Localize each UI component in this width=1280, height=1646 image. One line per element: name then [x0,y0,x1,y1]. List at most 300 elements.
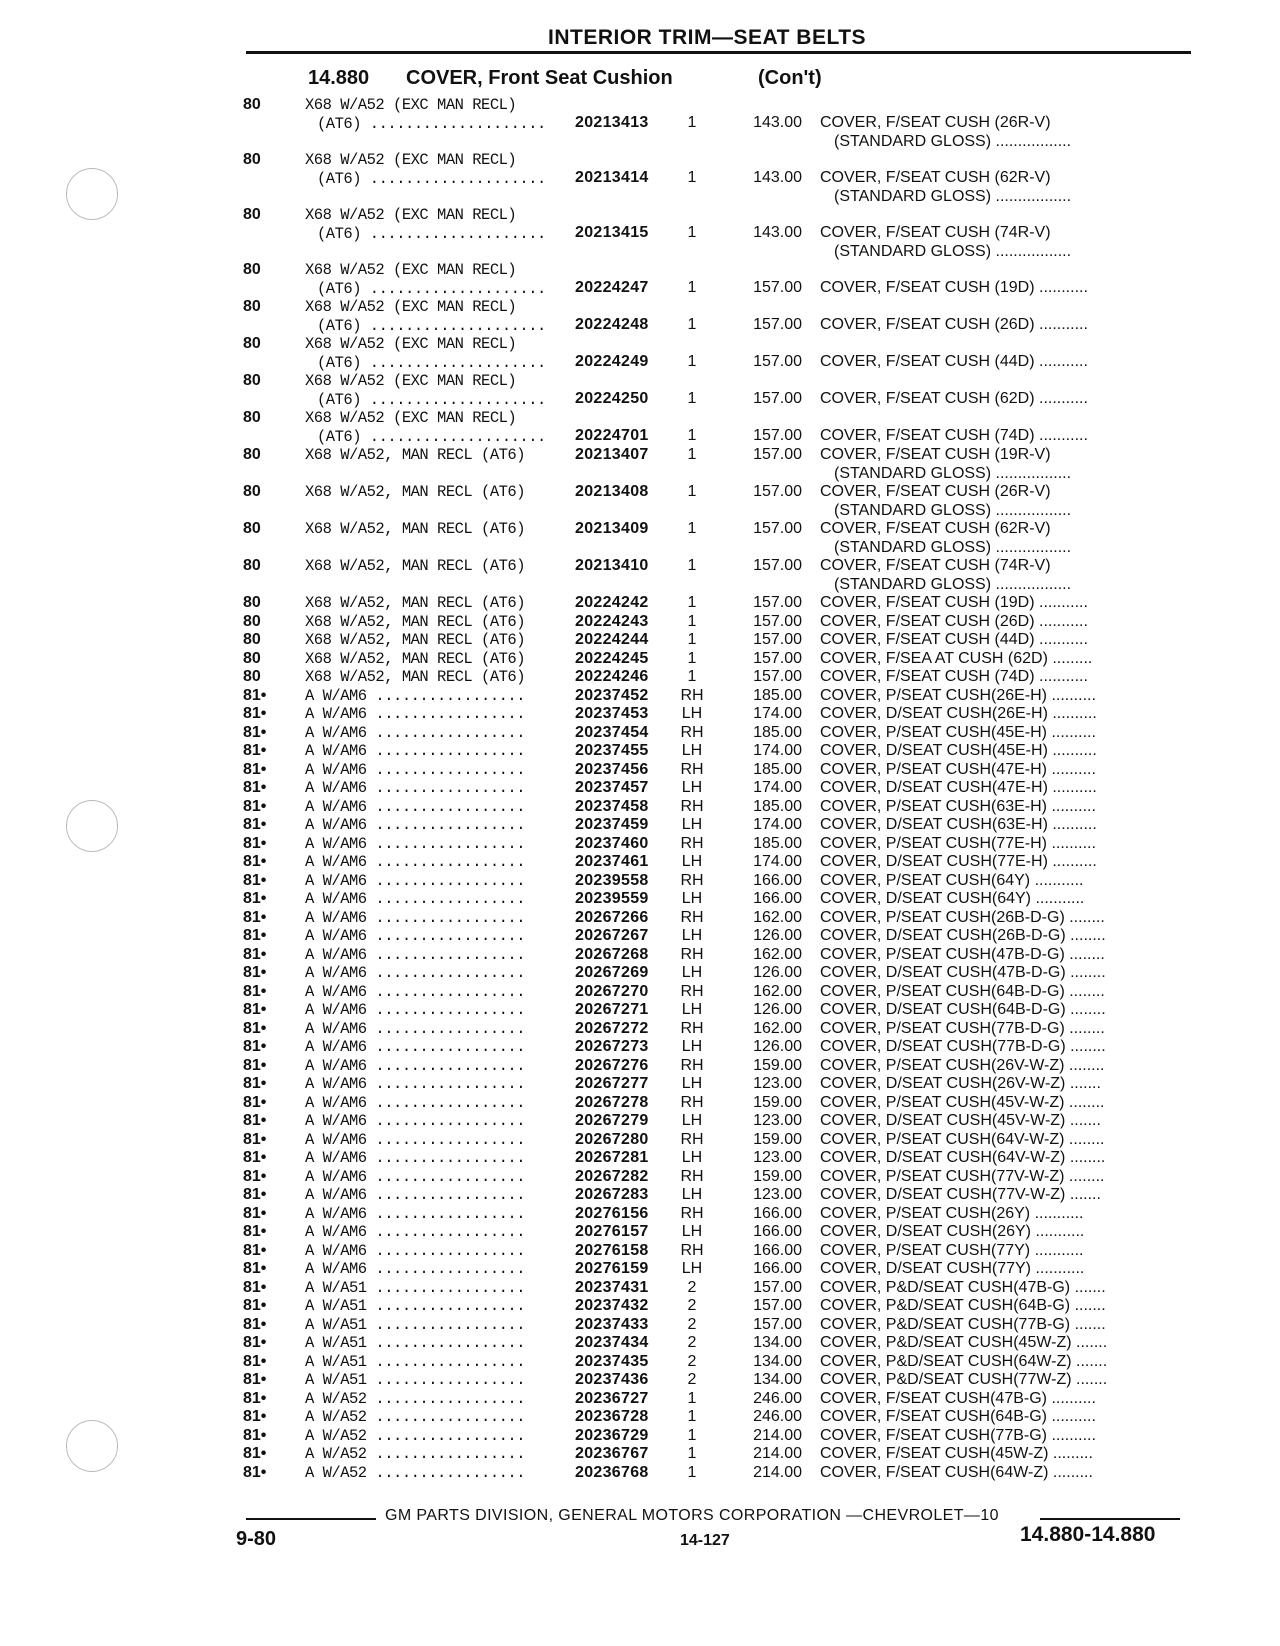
table-row [0,927,1280,946]
price: 123.00 [753,1112,802,1129]
quantity: 2 [687,1371,697,1388]
usage-line: A W/AM6 ................. [305,797,526,816]
key-number: 81• [243,1186,267,1203]
part-name [820,353,1190,372]
key-number: 81• [243,834,267,852]
part-name [820,650,1190,669]
usage-line: A W/AM6 ................. [305,871,526,890]
quantity: LH [681,816,703,833]
usage-line: A W/AM6 ................. [305,1056,526,1075]
price: 159.00 [753,1056,802,1074]
part-name-line: COVER, P/SEAT CUSH(64V-W-Z) ........ [820,1130,1105,1148]
usage-line: X68 W/A52 (EXC MAN RECL) [305,96,517,114]
usage-description [305,742,575,761]
footer-organization: GM PARTS DIVISION, GENERAL MOTORS CORPORATION —CHEVROLET—10 [385,1507,999,1524]
part-number: 20267267 [575,927,649,944]
table-row [0,557,1280,594]
table-row [0,520,1280,557]
quantity: LH [681,927,703,944]
price: 159.00 [753,1130,802,1148]
part-name-line: COVER, P/SEAT CUSH(47E-H) .......... [820,760,1096,778]
usage-description [305,1445,575,1464]
table-row [0,650,1280,669]
key-number: 81• [243,1149,267,1166]
part-name [820,761,1190,780]
part-name-line-continued: (STANDARD GLOSS) ................. [834,464,1072,482]
key-number: 81• [243,1204,267,1222]
part-number: 20224243 [575,612,649,630]
part-name [820,835,1190,854]
quantity: LH [681,853,703,870]
quantity: 1 [687,594,697,611]
part-name [820,1149,1190,1168]
table-row [0,1408,1280,1427]
part-name [820,1445,1190,1464]
usage-description [305,1205,575,1224]
part-name-line: COVER, D/SEAT CUSH(26B-D-G) ........ [820,927,1106,944]
table-row [0,1205,1280,1224]
usage-description [305,835,575,854]
part-name [820,1334,1190,1353]
quantity: RH [680,1056,704,1074]
usage-line: A W/AM6 ................. [305,742,526,760]
price: 162.00 [753,945,802,963]
key-number: 81• [243,1019,267,1037]
table-row [0,372,1280,409]
table-row [0,761,1280,780]
usage-description [305,96,575,133]
usage-line: X68 W/A52, MAN RECL (AT6) [305,649,526,668]
part-number: 20267279 [575,1112,649,1129]
part-name-line: COVER, F/SEAT CUSH (74D) ........... [820,668,1088,685]
part-name [820,114,1190,151]
usage-line-continued: (AT6) .................... [317,279,546,298]
part-name [820,890,1190,909]
part-name-line: COVER, P&D/SEAT CUSH(45W-Z) ....... [820,1334,1108,1351]
part-name-line: COVER, F/SEAT CUSH (19R-V) [820,446,1051,463]
usage-line: A W/AM6 ................. [305,1186,526,1204]
usage-line-continued: (AT6) .................... [317,390,546,409]
part-number: 20267276 [575,1056,649,1074]
usage-line: A W/A52 ................. [305,1463,526,1482]
price: 123.00 [753,1186,802,1203]
usage-line: X68 W/A52 (EXC MAN RECL) [305,151,517,169]
part-name-line-continued: (STANDARD GLOSS) ................. [834,242,1072,260]
part-number: 20224245 [575,649,649,667]
sub-page-number: 14-127 [680,1532,730,1549]
part-name-line: COVER, F/SEAT CUSH(77B-G) .......... [820,1426,1096,1444]
usage-line: A W/AM6 ................. [305,1075,526,1093]
part-name-line: COVER, P&D/SEAT CUSH(77W-Z) ....... [820,1371,1108,1388]
part-name-line: COVER, P&D/SEAT CUSH(77B-G) ....... [820,1315,1106,1333]
part-name-line: COVER, P&D/SEAT CUSH(64B-G) ....... [820,1297,1106,1314]
table-row [0,779,1280,798]
part-name [820,316,1190,335]
price: 134.00 [753,1352,802,1370]
usage-description [305,1279,575,1298]
usage-description [305,872,575,891]
usage-description [305,1149,575,1168]
price: 159.00 [753,1167,802,1185]
price: 143.00 [753,114,802,131]
usage-description [305,1334,575,1353]
price: 157.00 [753,316,802,333]
part-number: 20237459 [575,816,649,833]
key-number: 81• [243,945,267,963]
table-row [0,483,1280,520]
price: 214.00 [753,1445,802,1462]
price: 162.00 [753,1019,802,1037]
key-number: 80 [243,668,261,685]
part-number: 20237435 [575,1352,649,1370]
part-name-line: COVER, D/SEAT CUSH(77E-H) .......... [820,853,1097,870]
part-name [820,169,1190,206]
part-name [820,927,1190,946]
price: 157.00 [753,668,802,685]
usage-description [305,594,575,613]
usage-line: A W/A51 ................. [305,1315,526,1334]
table-row [0,964,1280,983]
part-number: 20237433 [575,1315,649,1333]
part-name-line: COVER, F/SEAT CUSH (26D) ........... [820,316,1088,333]
usage-description [305,1075,575,1094]
table-row [0,1464,1280,1483]
usage-description [305,1168,575,1187]
usage-description [305,853,575,872]
table-row [0,298,1280,335]
part-number: 20224249 [575,353,649,370]
table-row [0,1057,1280,1076]
price: 157.00 [753,279,802,296]
part-number: 20267271 [575,1001,649,1018]
part-number: 20213408 [575,483,649,500]
quantity: LH [681,1001,703,1018]
usage-description [305,724,575,743]
quantity: RH [680,945,704,963]
price: 157.00 [753,631,802,648]
key-number: 81• [243,890,267,907]
price: 185.00 [753,834,802,852]
section-heading [308,67,822,90]
usage-description [305,1464,575,1483]
usage-line: A W/AM6 ................. [305,945,526,964]
table-row [0,983,1280,1002]
key-number: 81• [243,705,267,722]
usage-line: A W/AM6 ................. [305,779,526,797]
key-number: 81• [243,1463,267,1481]
part-number: 20239559 [575,890,649,907]
part-name-line: COVER, P/SEAT CUSH(26E-H) .......... [820,686,1096,704]
usage-description [305,687,575,706]
part-number: 20267269 [575,964,649,981]
part-number: 20267280 [575,1130,649,1148]
usage-description [305,206,575,243]
key-number: 81• [243,1093,267,1111]
part-name-line: COVER, F/SEAT CUSH (74D) ........... [820,427,1088,444]
table-row [0,594,1280,613]
key-number: 81• [243,1223,267,1240]
part-number: 20276159 [575,1260,649,1277]
part-name-line: COVER, P/SEAT CUSH(64Y) ........... [820,871,1084,889]
footer-rule [246,1518,376,1520]
part-number: 20267266 [575,908,649,926]
part-name [820,1297,1190,1316]
section-name: COVER, Front Seat Cushion [406,67,673,89]
key-number: 81• [243,1241,267,1259]
quantity: RH [680,797,704,815]
table-row [0,1038,1280,1057]
key-number: 80 [243,372,261,389]
part-number: 20237453 [575,705,649,722]
usage-description [305,705,575,724]
part-name-line: COVER, F/SEAT CUSH (62D) ........... [820,390,1088,407]
part-name [820,1131,1190,1150]
usage-line: A W/AM6 ................. [305,1130,526,1149]
quantity: 1 [687,427,697,444]
part-number: 20237452 [575,686,649,704]
price: 126.00 [753,1001,802,1018]
part-name [820,1279,1190,1298]
usage-line: X68 W/A52, MAN RECL (AT6) [305,594,526,612]
part-number: 20267283 [575,1186,649,1203]
part-name [820,798,1190,817]
table-row [0,742,1280,761]
usage-description [305,779,575,798]
key-number: 80 [243,649,261,667]
usage-line: A W/AM6 ................. [305,1260,526,1278]
part-number: 20237460 [575,834,649,852]
parts-table [0,96,1280,1482]
quantity: LH [681,964,703,981]
price: 157.00 [753,520,802,537]
quantity: 1 [687,353,697,370]
quantity: 2 [687,1334,697,1351]
key-number: 81• [243,1038,267,1055]
part-name [820,1408,1190,1427]
part-name-line: COVER, D/SEAT CUSH(26E-H) .......... [820,705,1097,722]
table-row [0,613,1280,632]
part-name-line: COVER, P/SEAT CUSH(26V-W-Z) ........ [820,1056,1105,1074]
part-number: 20267281 [575,1149,649,1166]
usage-description [305,1057,575,1076]
price: 166.00 [753,1260,802,1277]
price: 174.00 [753,705,802,722]
price: 123.00 [753,1075,802,1092]
usage-description [305,1408,575,1427]
part-name [820,1260,1190,1279]
part-name [820,1075,1190,1094]
key-number: 81• [243,1408,267,1425]
key-number: 81• [243,1371,267,1388]
usage-line-continued: (AT6) .................... [317,427,546,446]
part-name [820,909,1190,928]
table-row [0,872,1280,891]
key-number: 81• [243,1297,267,1314]
quantity: 1 [687,1426,697,1444]
key-number: 81• [243,1352,267,1370]
price: 185.00 [753,797,802,815]
usage-line: X68 W/A52 (EXC MAN RECL) [305,298,517,316]
section-number: 14.880 [308,67,370,89]
usage-line: A W/A51 ................. [305,1278,526,1297]
usage-line: A W/AM6 ................. [305,1093,526,1112]
price: 162.00 [753,908,802,926]
usage-line: A W/AM6 ................. [305,686,526,705]
price: 134.00 [753,1334,802,1351]
quantity: 1 [687,446,697,463]
quantity: RH [680,871,704,889]
part-number: 20237456 [575,760,649,778]
part-number: 20237454 [575,723,649,741]
part-name [820,724,1190,743]
price: 174.00 [753,779,802,796]
usage-description [305,631,575,650]
key-number: 80 [243,446,261,463]
table-row [0,1131,1280,1150]
usage-description [305,650,575,669]
part-name-line: COVER, P/SEAT CUSH(77V-W-Z) ........ [820,1167,1105,1185]
part-number: 20224242 [575,594,649,611]
part-number: 20237458 [575,797,649,815]
price: 159.00 [753,1093,802,1111]
part-name-line: COVER, F/SEAT CUSH (26R-V) [820,483,1051,500]
quantity: LH [681,705,703,722]
part-name-line: COVER, D/SEAT CUSH(63E-H) .......... [820,816,1097,833]
part-name [820,279,1190,298]
key-number: 81• [243,871,267,889]
usage-line: A W/AM6 ................. [305,1001,526,1019]
key-number: 80 [243,206,261,223]
part-number: 20237457 [575,779,649,796]
price: 157.00 [753,446,802,463]
part-number: 20239558 [575,871,649,889]
usage-line: A W/AM6 ................. [305,853,526,871]
part-number: 20213414 [575,169,649,186]
quantity: 1 [687,631,697,648]
price: 126.00 [753,927,802,944]
key-number: 81• [243,1001,267,1018]
key-number: 81• [243,1315,267,1333]
table-row [0,1094,1280,1113]
table-row [0,1075,1280,1094]
part-number: 20213415 [575,224,649,241]
key-number: 80 [243,557,261,574]
table-row [0,946,1280,965]
usage-description [305,909,575,928]
part-name-line: COVER, P/SEAT CUSH(63E-H) .......... [820,797,1096,815]
table-row [0,1279,1280,1298]
part-name [820,853,1190,872]
part-name [820,1168,1190,1187]
part-name-line-continued: (STANDARD GLOSS) ................. [834,501,1072,519]
price: 157.00 [753,1297,802,1314]
price: 246.00 [753,1408,802,1425]
part-name [820,742,1190,761]
table-row [0,853,1280,872]
part-name-line: COVER, F/SEAT CUSH(47B-G) .......... [820,1389,1096,1407]
table-row [0,335,1280,372]
part-name [820,1371,1190,1390]
part-name-line-continued: (STANDARD GLOSS) ................. [834,187,1072,205]
usage-description [305,557,575,576]
part-name-line: COVER, D/SEAT CUSH(77Y) ........... [820,1260,1085,1277]
part-name [820,983,1190,1002]
usage-description [305,1094,575,1113]
key-number: 81• [243,908,267,926]
page-number: 9-80 [236,1528,277,1550]
part-name [820,1186,1190,1205]
key-number: 81• [243,816,267,833]
part-name [820,1205,1190,1224]
usage-line: X68 W/A52 (EXC MAN RECL) [305,409,517,427]
usage-line: X68 W/A52 (EXC MAN RECL) [305,206,517,224]
part-name-line: COVER, F/SEAT CUSH (26R-V) [820,114,1051,131]
price: 157.00 [753,612,802,630]
part-name [820,1427,1190,1446]
table-row [0,631,1280,650]
table-row [0,798,1280,817]
usage-line-continued: (AT6) .................... [317,114,546,133]
key-number: 81• [243,1334,267,1351]
usage-description [305,1371,575,1390]
key-number: 81• [243,1445,267,1462]
part-number: 20267273 [575,1038,649,1055]
usage-description [305,964,575,983]
usage-line: X68 W/A52, MAN RECL (AT6) [305,668,526,686]
usage-description [305,983,575,1002]
part-name [820,1464,1190,1483]
quantity: RH [680,1130,704,1148]
part-name-line: COVER, D/SEAT CUSH(64B-D-G) ........ [820,1001,1106,1018]
price: 134.00 [753,1371,802,1388]
key-number: 80 [243,298,261,315]
table-row [0,816,1280,835]
part-number: 20236729 [575,1426,649,1444]
usage-description [305,890,575,909]
usage-line: A W/A51 ................. [305,1334,526,1352]
usage-line: A W/AM6 ................. [305,1038,526,1056]
usage-line: X68 W/A52, MAN RECL (AT6) [305,557,526,575]
quantity: 1 [687,1445,697,1462]
usage-description [305,446,575,465]
part-name [820,1094,1190,1113]
quantity: LH [681,1075,703,1092]
part-name [820,1316,1190,1335]
part-number: 20213407 [575,446,649,463]
usage-description [305,1186,575,1205]
part-name [820,964,1190,983]
price: 157.00 [753,649,802,667]
quantity: RH [680,723,704,741]
part-name-line: COVER, D/SEAT CUSH(77V-W-Z) ....... [820,1186,1101,1203]
usage-description [305,151,575,188]
usage-description [305,613,575,632]
part-name-line: COVER, F/SEAT CUSH (44D) ........... [820,353,1088,370]
usage-description [305,1390,575,1409]
table-row [0,409,1280,446]
part-name [820,1223,1190,1242]
part-name-line: COVER, P/SEAT CUSH(26B-D-G) ........ [820,908,1105,926]
part-name-line: COVER, P/SEAT CUSH(77B-D-G) ........ [820,1019,1105,1037]
usage-line-continued: (AT6) .................... [317,353,546,372]
part-name-line-continued: (STANDARD GLOSS) ................. [834,132,1072,150]
part-name [820,779,1190,798]
price: 157.00 [753,594,802,611]
part-name [820,1390,1190,1409]
usage-line: X68 W/A52, MAN RECL (AT6) [305,631,526,649]
part-name-line: COVER, D/SEAT CUSH(45V-W-Z) ....... [820,1112,1101,1129]
key-number: 81• [243,797,267,815]
